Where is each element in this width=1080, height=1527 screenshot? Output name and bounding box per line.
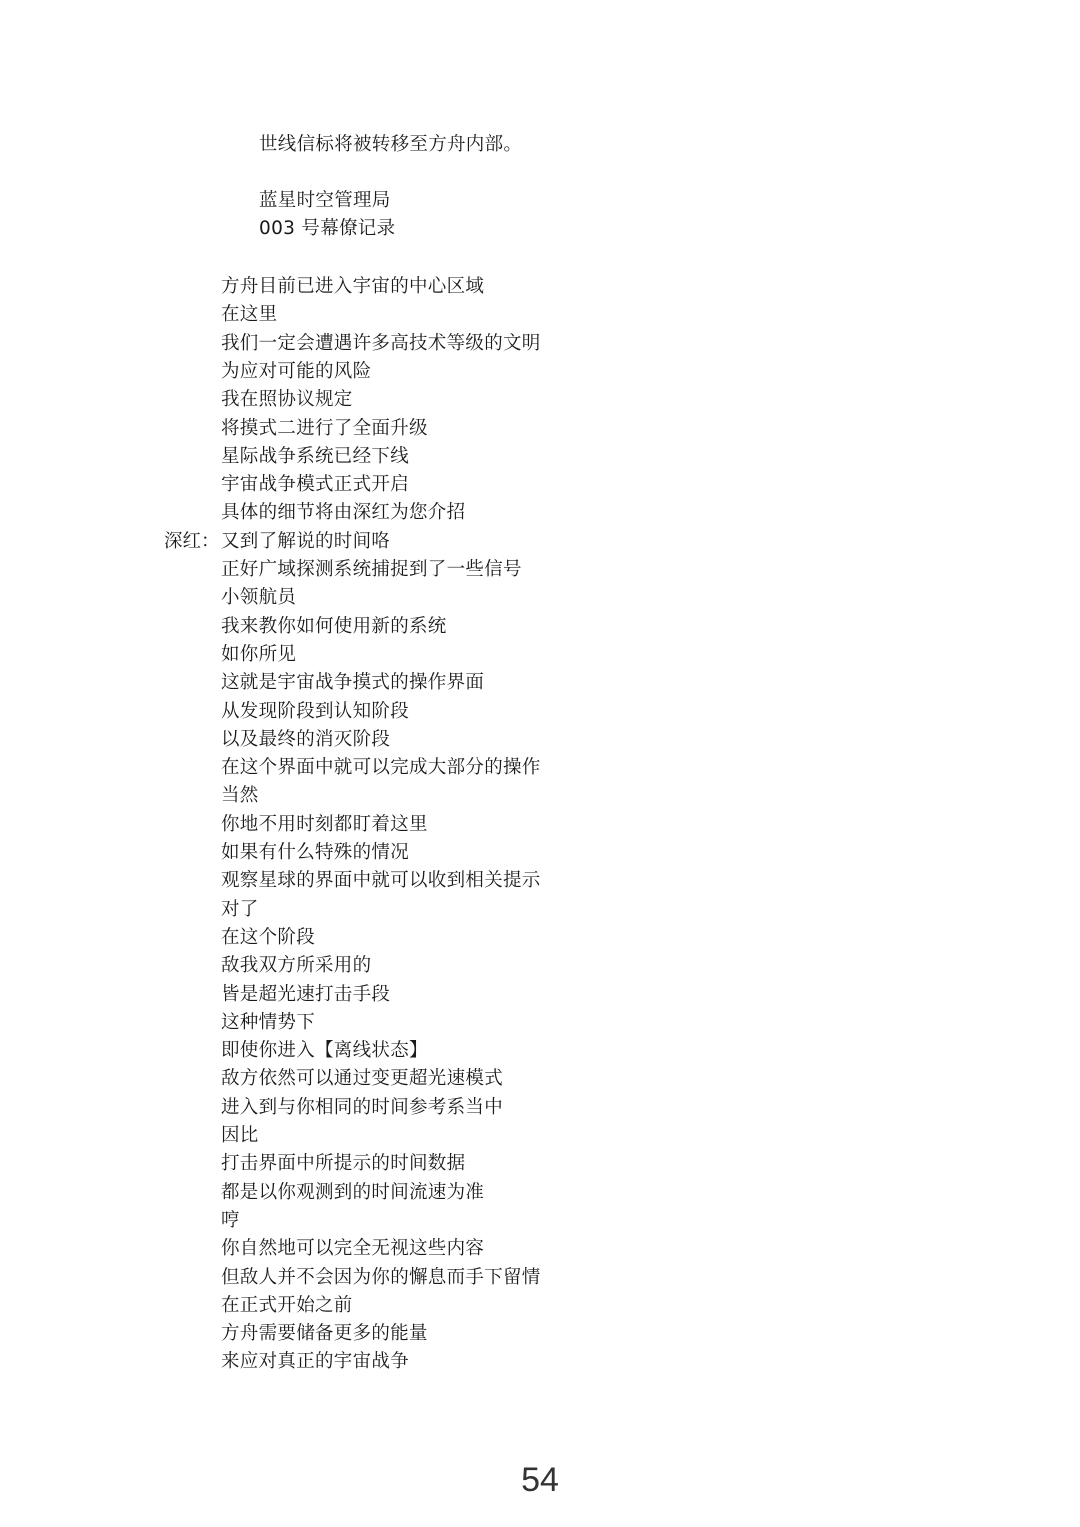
dialogue-line: 我来教你如何使用新的系统 bbox=[221, 615, 447, 637]
page-number: 54 bbox=[521, 1461, 559, 1499]
dialogue-line: 敌方依然可以通过变更超光速模式 bbox=[221, 1068, 504, 1090]
intro-line: 方舟目前已进入宇宙的中心区域 bbox=[221, 276, 485, 297]
dialogue-line: 皆是超光速打击手段 bbox=[221, 983, 391, 1005]
header-org: 蓝星时空管理局 bbox=[259, 190, 391, 211]
dialogue-line: 这种情势下 bbox=[221, 1011, 316, 1033]
dialogue-line: 当然 bbox=[221, 785, 259, 807]
intro-line: 将摸式二进行了全面升级 bbox=[221, 417, 428, 439]
intro-line: 具体的细节将由深红为您介招 bbox=[221, 502, 466, 524]
header-record: 003 号幕僚记录 bbox=[259, 218, 396, 239]
dialogue-line: 对了 bbox=[221, 898, 259, 920]
dialogue-line: 你自然地可以完全无视这些内容 bbox=[221, 1238, 485, 1260]
dialogue-line: 即使你进入【离线状态】 bbox=[221, 1040, 428, 1062]
dialogue-line: 在正式开始之前 bbox=[221, 1294, 353, 1316]
intro-line: 为应对可能的风险 bbox=[221, 360, 372, 382]
dialogue-line: 敌我双方所采用的 bbox=[221, 955, 372, 977]
dialogue-line: 小领航员 bbox=[221, 587, 297, 609]
dialogue-line: 方舟需要储备更多的能量 bbox=[221, 1323, 428, 1345]
dialogue-line: 打击界面中所提示的时间数据 bbox=[221, 1153, 466, 1175]
dialogue-line: 都是以你观测到的时间流速为准 bbox=[221, 1181, 485, 1203]
dialogue-line: 如你所见 bbox=[221, 643, 297, 665]
dialogue-line: 哼 bbox=[221, 1209, 240, 1231]
speaker-first-line: 又到了解说的时间咯 bbox=[221, 531, 391, 552]
dialogue-line: 在这个阶段 bbox=[221, 926, 316, 948]
dialogue-line: 从发现阶段到认知阶段 bbox=[221, 700, 410, 722]
speaker-label: 深红： bbox=[164, 531, 220, 552]
dialogue-line: 来应对真正的宇宙战争 bbox=[221, 1351, 410, 1373]
dialogue-line: 以及最终的消灭阶段 bbox=[221, 728, 391, 750]
dialogue-line: 如果有什么特殊的情况 bbox=[221, 842, 410, 863]
intro-line: 我在照协议规定 bbox=[221, 389, 353, 411]
dialogue-line: 因比 bbox=[221, 1125, 259, 1146]
intro-line: 星际战争系统已经下线 bbox=[221, 445, 410, 467]
dialogue-line: 观察星球的界面中就可以收到相关提示 bbox=[221, 870, 541, 892]
dialogue-line: 在这个界面中就可以完成大部分的操作 bbox=[221, 757, 541, 779]
dialogue-line: 你地不用时刻都盯着这里 bbox=[221, 813, 428, 835]
intro-line: 宇宙战争模式正式开启 bbox=[221, 474, 410, 496]
header-line: 世线信标将被转移至方舟内部。 bbox=[259, 134, 523, 155]
intro-line: 我们一定会遭遇许多高技术等级的文明 bbox=[221, 332, 541, 354]
dialogue-line: 正好广域探测系统捕捉到了一些信号 bbox=[221, 559, 522, 580]
dialogue-line: 这就是宇宙战争摸式的操作界面 bbox=[221, 672, 485, 694]
dialogue-line: 进入到与你相同的时间参考系当中 bbox=[221, 1096, 504, 1118]
dialogue-line: 但敌人并不会因为你的懈息而手下留情 bbox=[221, 1266, 541, 1288]
intro-line: 在这里 bbox=[221, 304, 278, 326]
